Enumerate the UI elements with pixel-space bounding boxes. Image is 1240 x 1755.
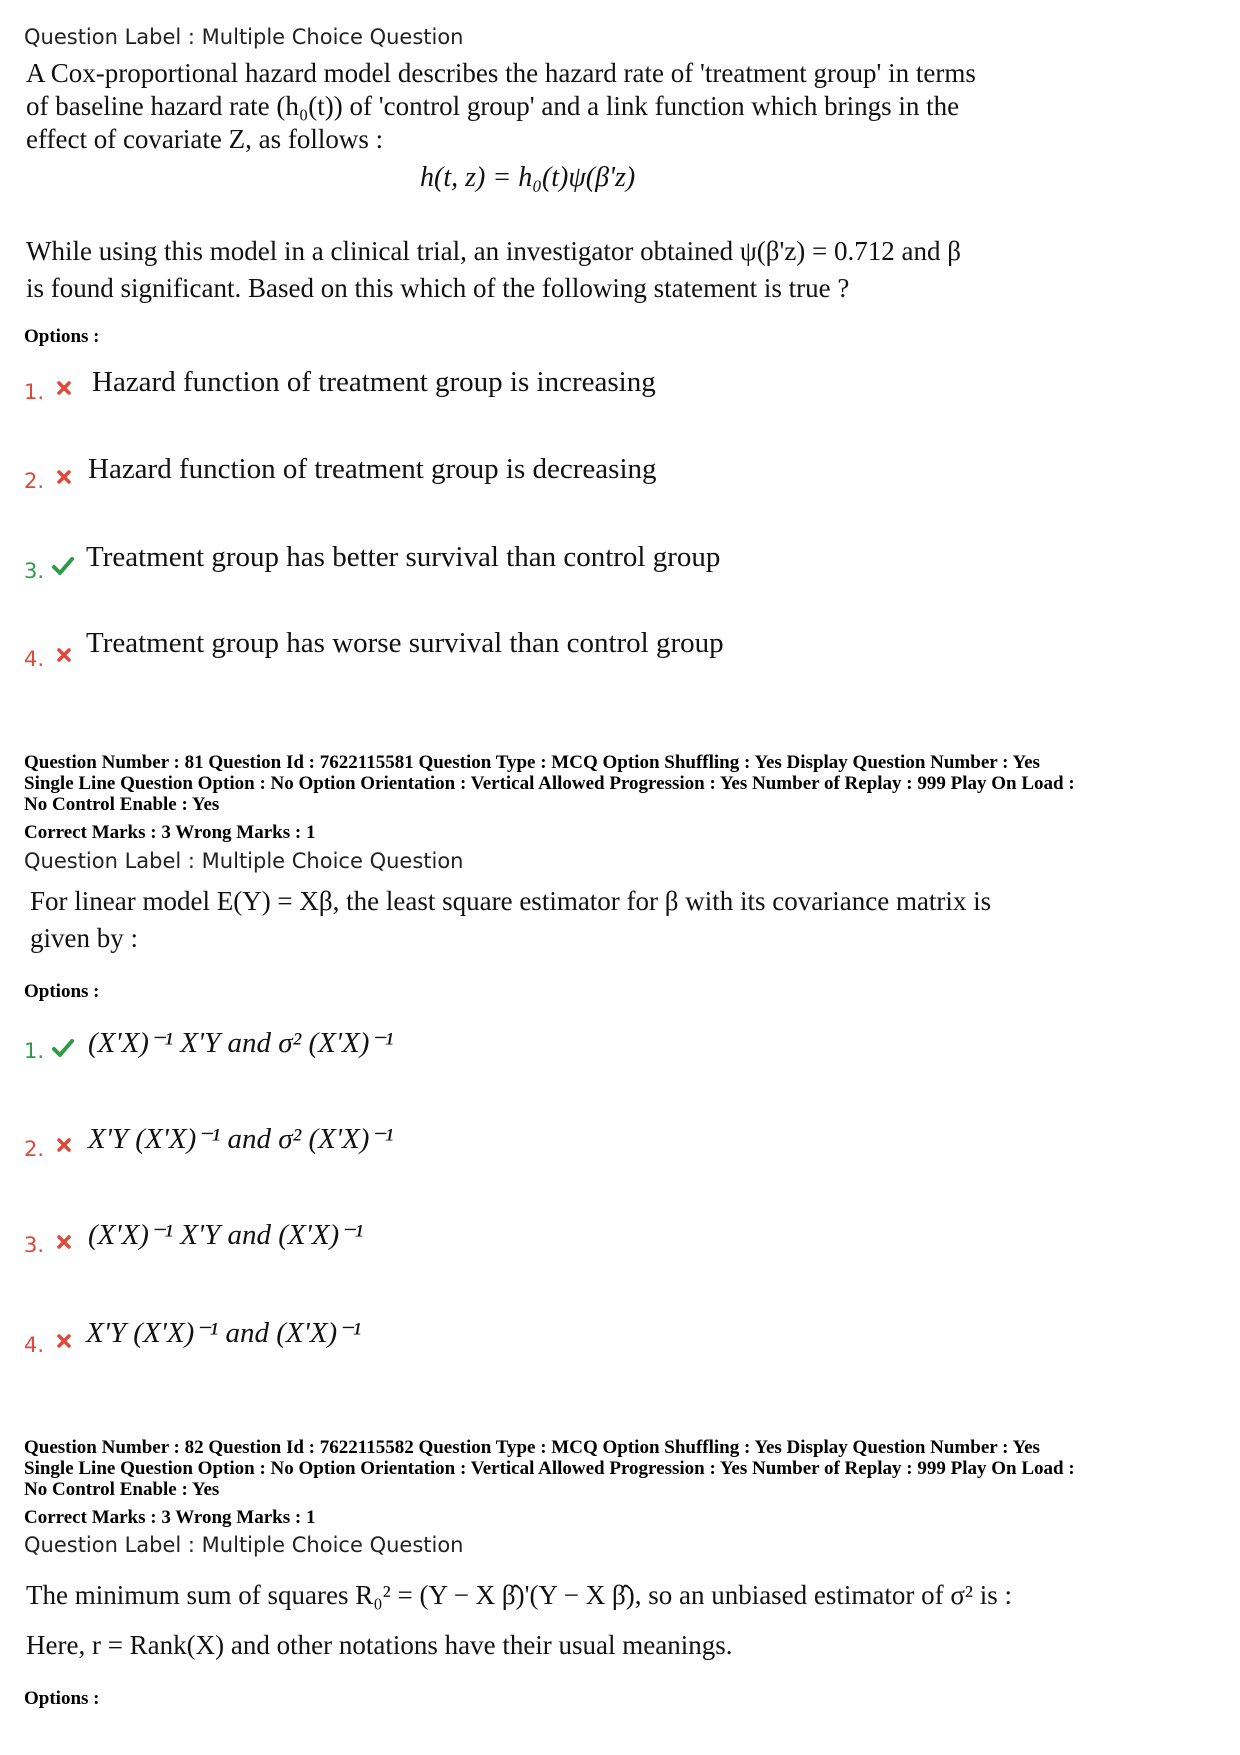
question-line: The minimum sum of squares R₀² = (Y − X β̂)'(Y − X β̂), so an unbiased estimator of σ² is : (26, 1580, 1013, 1610)
option-number: 3. (24, 1233, 45, 1257)
marks-info: Correct Marks : 3 Wrong Marks : 1 (24, 822, 316, 843)
option-number: 3. (24, 559, 45, 583)
question-line: given by : (30, 923, 138, 953)
meta-line: No Control Enable : Yes (24, 1479, 220, 1500)
option-text: (X'X)⁻¹ X'Y and (X'X)⁻¹ (88, 1219, 364, 1251)
cross-icon (56, 647, 72, 663)
marks-info: Correct Marks : 3 Wrong Marks : 1 (24, 1507, 316, 1528)
option-text: X'Y (X'X)⁻¹ and σ² (X'X)⁻¹ (88, 1123, 394, 1155)
options-label: Options : (24, 1688, 100, 1709)
question-line: While using this model in a clinical trial, an investigator obtained ψ(β'z) = 0.712 and β (26, 236, 961, 266)
option-number: 1. (24, 1039, 45, 1063)
option-text: Treatment group has worse survival than control group (86, 627, 724, 659)
option-number: 4. (24, 1333, 45, 1357)
cross-icon (56, 1137, 72, 1153)
cross-icon (56, 1333, 72, 1349)
question-line: is found significant. Based on this which of the following statement is true ? (26, 273, 850, 303)
options-label: Options : (24, 981, 100, 1002)
question-label: Question Label : Multiple Choice Question (24, 1533, 464, 1557)
option-number: 2. (24, 1137, 45, 1161)
option-text: Hazard function of treatment group is increasing (92, 366, 656, 398)
question-line: Here, r = Rank(X) and other notations have their usual meanings. (26, 1630, 733, 1660)
meta-line: Question Number : 81 Question Id : 7622115581 Question Type : MCQ Option Shuffling : Yes Display Question Number : Yes (24, 752, 1040, 773)
question-text (30, 883, 1130, 957)
hazard-formula: h(t, z) = h₀(t)ψ(β'z) (420, 162, 636, 193)
cross-icon (56, 1234, 72, 1250)
meta-line: Single Line Question Option : No Option Orientation : Vertical Allowed Progression : Yes Number of Replay : 999 Play On Load : (24, 773, 1075, 794)
question-text-continued (26, 233, 1126, 307)
question-line: A Cox-proportional hazard model describes the hazard rate of 'treatment group' in terms (26, 58, 976, 88)
option-text: (X'X)⁻¹ X'Y and σ² (X'X)⁻¹ (88, 1027, 394, 1059)
question-label: Question Label : Multiple Choice Question (24, 849, 464, 873)
question-line: effect of covariate Z, as follows : (26, 124, 384, 154)
options-label: Options : (24, 326, 100, 347)
check-icon (52, 556, 74, 576)
question-line: For linear model E(Y) = Xβ, the least square estimator for β with its covariance matrix is (30, 886, 992, 916)
cross-icon (56, 380, 72, 396)
question-line: of baseline hazard rate (h₀(t)) of 'control group' and a link function which brings in the (26, 91, 960, 121)
option-number: 4. (24, 647, 45, 671)
option-text: X'Y (X'X)⁻¹ and (X'X)⁻¹ (86, 1317, 362, 1349)
question-meta (24, 752, 1224, 815)
cross-icon (56, 469, 72, 485)
question-text (26, 57, 1126, 156)
meta-line: Single Line Question Option : No Option Orientation : Vertical Allowed Progression : Yes Number of Replay : 999 Play On Load : (24, 1458, 1075, 1479)
question-meta (24, 1437, 1224, 1500)
question-text (26, 1570, 1206, 1670)
meta-line: No Control Enable : Yes (24, 794, 220, 815)
meta-line: Question Number : 82 Question Id : 7622115582 Question Type : MCQ Option Shuffling : Yes Display Question Number : Yes (24, 1437, 1040, 1458)
question-label: Question Label : Multiple Choice Question (24, 25, 464, 49)
check-icon (52, 1038, 74, 1058)
option-number: 2. (24, 469, 45, 493)
option-number: 1. (24, 380, 45, 404)
option-text: Treatment group has better survival than control group (86, 541, 721, 573)
option-text: Hazard function of treatment group is decreasing (88, 453, 657, 485)
